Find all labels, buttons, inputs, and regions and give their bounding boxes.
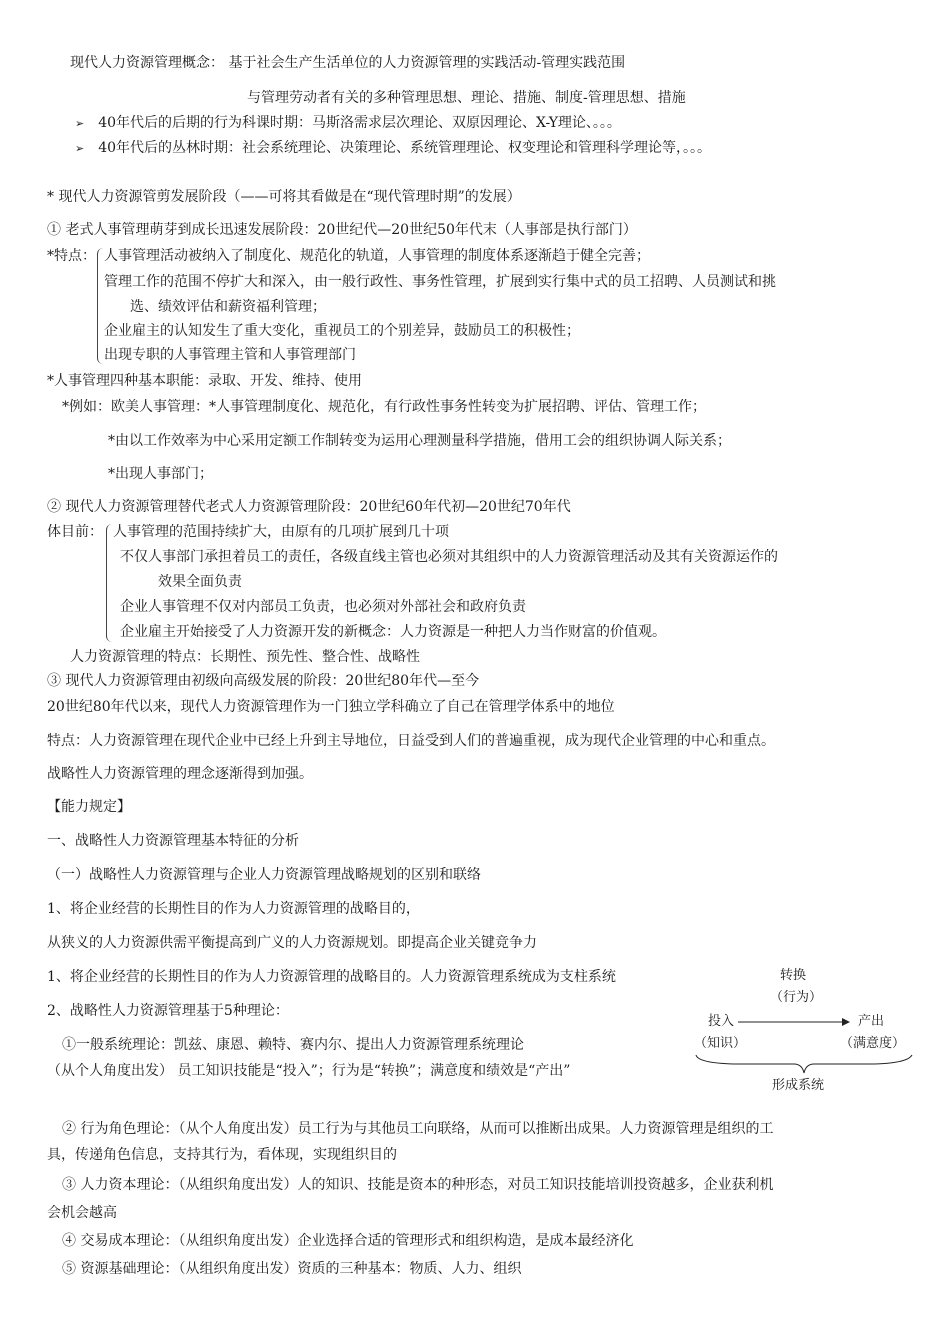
stage-3-text-3: 战略性人力资源管理的理念逐渐得到加强。 [47,766,313,782]
stage-3-text-2: 特点：人力资源管理在现代企业中已经上升到主导地位，日益受到人们的普遍重视，成为现代企业管理的中心和重点。 [47,733,775,749]
theory-2-line-1: ② 行为角色理论：（从个人角度出发）员工行为与其他员工向联络，从而可以推断出成果。人力资源管理是组织的工 [62,1121,774,1137]
behavior-label: （行为） [770,990,823,1005]
stage-2-item: 企业雇主开始接受了人力资源开发的新概念：人力资源是一种把人力当作财富的价值观。 [120,624,666,640]
intro-bullet-1 [75,113,621,134]
ability-heading: 【能力规定】 [47,799,131,815]
paragraph-4: 2、战略性人力资源管理基于5种理论： [47,1003,289,1019]
theory-3-line-2: 会机会越高 [47,1205,117,1221]
stage-2-features: 人力资源管理的特点：长期性、预先性、整合性、战略性 [70,649,420,665]
bullet-text: 40年代后的后期的行为科课时期：马斯洛需求层次理论、双原因理论、X-Y理论、。。。 [98,115,621,131]
stage-2-label: 体目前： [47,524,103,540]
bullet-text: 40年代后的丛林时期：社会系统理论、决策理论、系统管理理论、权变理论和管理科学理论等，。。。 [98,140,712,156]
theory-1-line-1: ①一般系统理论：凯兹、康恩、赖特、赛内尔、提出人力资源管理系统理论 [62,1037,524,1053]
stage-1-label: *特点： [47,248,96,264]
theory-5: ⑤ 资源基础理论：（从组织角度出发）资质的三种基本：物质、人力、组织 [62,1261,522,1277]
subsection-1-heading: （一）战略性人力资源管理与企业人力资源管理战略规划的区别和联络 [47,867,481,883]
stage-1-brace [97,248,104,364]
stage-1-item: 选、绩效评估和薪资福利管理； [130,299,326,315]
stage-2-brace [106,524,113,642]
system-diagram [690,965,920,1100]
stage-3-text-1: 20世纪80年代以来，现代人力资源管理作为一门独立学科确立了自己在管理学体系中的地位 [47,699,615,715]
theory-4: ④ 交易成本理论：（从组织角度出发）企业选择合适的管理形式和组织构造，是成本最经济化 [62,1233,634,1249]
stage-2-item: 人事管理的范围持续扩大，由原有的几项扩展到几十项 [113,524,449,540]
system-label: 形成系统 [772,1078,825,1093]
paragraph-1: 1、将企业经营的长期性目的作为人力资源管理的战略目的， [47,901,420,917]
stage-1-example-3: *出现人事部门； [108,466,213,482]
section-1-heading: 一、战略性人力资源管理基本特征的分析 [47,833,299,849]
arrow-bullet-icon: ➢ [75,142,85,155]
stage-1-title: ① 老式人事管理萌芽到成长迅速发展阶段：20世纪代—20世纪50年代末（人事部是执行部门） [47,222,637,238]
stage-2-item: 企业人事管理不仅对内部员工负责，也必须对外部社会和政府负责 [120,599,526,615]
stage-1-item: 人事管理活动被纳入了制度化、规范化的轨道，人事管理的制度体系逐渐趋于健全完善； [104,248,650,264]
intro-line-1: 现代人力资源管理概念： 基于社会生产生活单位的人力资源管理的实践活动-管理实践范围 [70,55,626,71]
intro-line-2: 与管理劳动者有关的多种管理思想、理论、措施、制度-管理思想、措施 [247,90,686,106]
theory-3-line-1: ③ 人力资本理论：（从组织角度出发）人的知识、技能是资本的种形态，对员工知识技能培训投资越多，企业获利机 [62,1177,774,1193]
stage-2-item: 效果全面负责 [158,574,242,590]
stage-3-title: ③ 现代人力资源管理由初级向高级发展的阶段：20世纪80年代—至今 [47,673,480,689]
knowledge-label: （知识） [694,1036,747,1051]
stage-1-item: 出现专职的人事管理主管和人事管理部门 [104,347,356,363]
stage-2-item: 不仅人事部门承担着员工的责任，各级直线主管也必须对其组织中的人力资源管理活动及其有关资源运作的 [120,549,778,565]
curly-brace-icon [694,1053,914,1075]
arrow-right-icon [738,1015,850,1029]
stage-1-example-2: *由以工作效率为中心采用定额工作制转变为运用心理测量科学措施，借用工会的组织协调人际关系； [108,433,731,449]
stage-1-example-1: *例如：欧美人事管理：*人事管理制度化、规范化，有行政性事务性转变为扩展招聘、评估、管理工作； [62,399,706,415]
stage-2-title: ② 现代人力资源管理替代老式人力资源管理阶段：20世纪60年代初—20世纪70年代 [47,499,571,515]
stage-1-item: 企业雇主的认知发生了重大变化，重视员工的个别差异，鼓励员工的积极性； [104,323,580,339]
paragraph-2: 从狭义的人力资源供需平衡提高到广义的人力资源规划。即提高企业关键竞争力 [47,935,537,951]
transform-label: 转换 [780,968,807,983]
stages-heading: * 现代人力资源管剪发展阶段（——可将其看做是在“现代管理时期”的发展） [47,189,521,205]
satisfaction-label: （满意度） [840,1036,906,1051]
stage-1-functions: *人事管理四种基本职能：录取、开发、维持、使用 [47,373,362,389]
intro-bullet-2 [75,138,711,159]
arrow-bullet-icon: ➢ [75,117,85,130]
output-label: 产出 [858,1014,885,1029]
input-label: 投入 [708,1014,735,1029]
paragraph-3: 1、将企业经营的长期性目的作为人力资源管理的战略目的。人力资源管理系统成为支柱系统 [47,969,616,985]
stage-1-item: 管理工作的范围不停扩大和深入，由一般行政性、事务性管理，扩展到实行集中式的员工招聘、人员测试和挑 [104,274,776,290]
theory-1-line-2: （从个人角度出发） 员工知识技能是“投入”；行为是“转换”；满意度和绩效是“产出” [47,1063,571,1079]
theory-2-line-2: 具，传递角色信息，支持其行为，看体现，实现组织目的 [47,1147,397,1163]
